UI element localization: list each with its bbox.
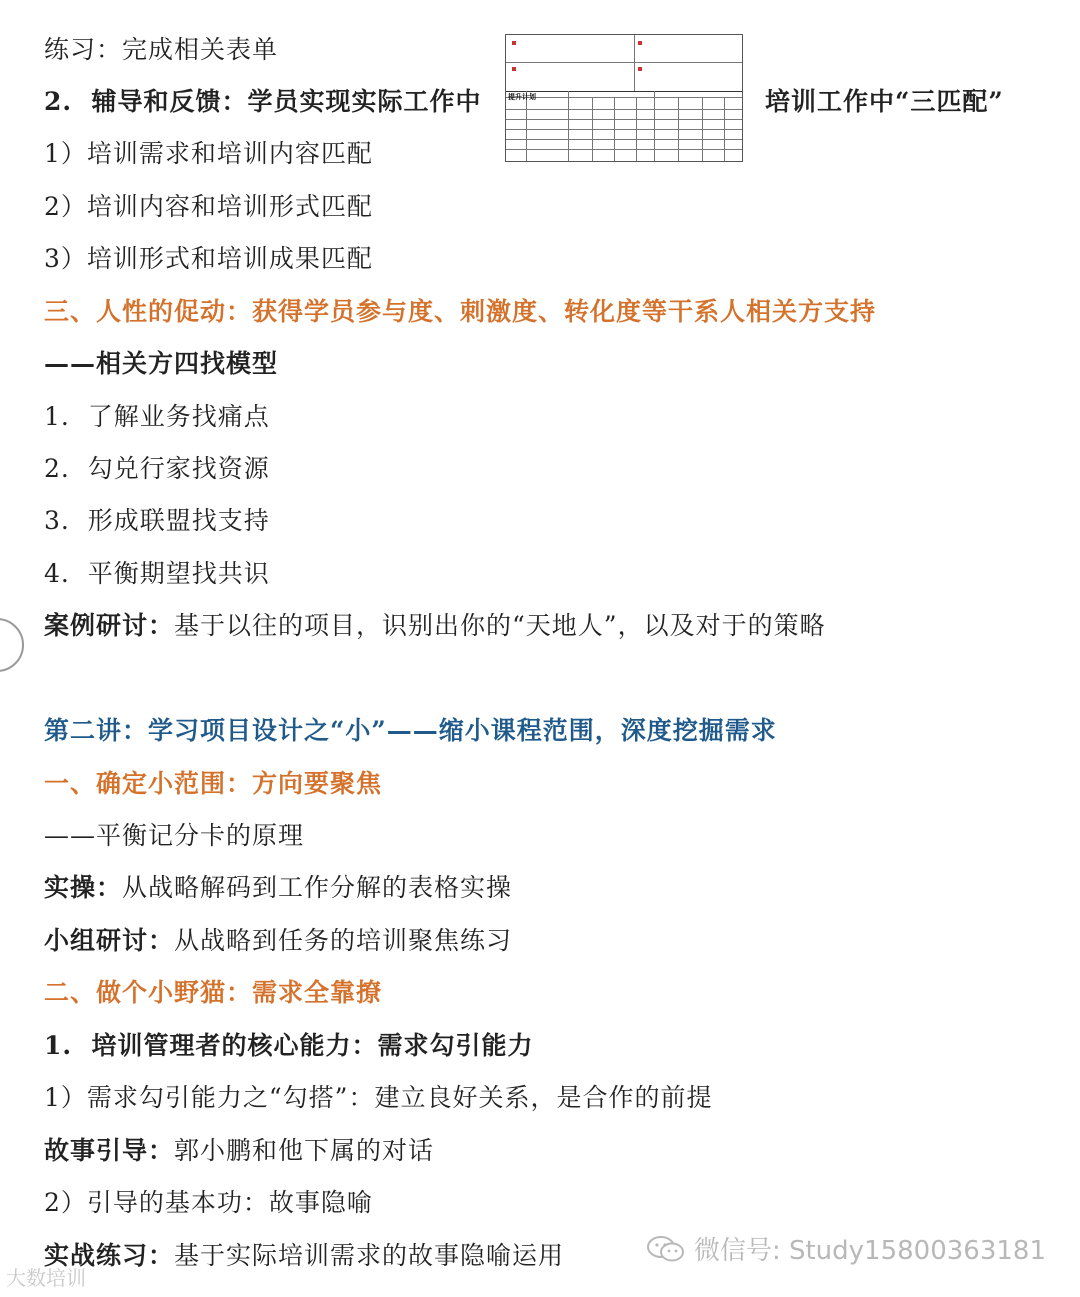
text-line: 练习：完成相关表单 (44, 35, 279, 64)
text-line: 三、人性的促动：获得学员参与度、刺激度、转化度等干系人相关方支持 (44, 297, 877, 326)
text-line: 1. 培训管理者的核心能力：需求勾引能力 (44, 1031, 534, 1060)
line-label: 案例研讨： (44, 611, 175, 640)
text-line: 2）培训内容和培训形式匹配 (44, 192, 373, 221)
watermark (646, 1230, 1046, 1267)
text-line: ——平衡记分卡的原理 (44, 821, 305, 850)
text-line: 一、确定小范围：方向要聚焦 (44, 769, 383, 798)
text-line (44, 1240, 564, 1272)
line-text: 从战略到任务的培训聚焦练习 (174, 926, 513, 955)
text-line: 1）需求勾引能力之“勾搭”：建立良好关系，是合作的前提 (44, 1083, 713, 1112)
line-label: 实战练习： (44, 1241, 175, 1270)
text-line (44, 872, 512, 904)
line-text: 郭小鹏和他下属的对话 (174, 1136, 435, 1165)
text-line: ——相关方四找模型 (44, 349, 279, 378)
text-line: 4. 平衡期望找共识 (44, 559, 270, 588)
scroll-handle[interactable] (0, 618, 24, 672)
bottom-logo: 大数培训 (6, 1266, 86, 1290)
thumbnail-header: 提升计划 (508, 93, 536, 101)
text-line: 3. 形成联盟找支持 (44, 506, 270, 535)
text-line: 2）引导的基本功：故事隐喻 (44, 1188, 373, 1217)
text-line: 第二讲：学习项目设计之“小”——缩小课程范围，深度挖掘需求 (44, 716, 777, 745)
line-label: 小组研讨： (44, 926, 175, 955)
text-line: 3）培训形式和培训成果匹配 (44, 244, 373, 273)
text-line (44, 1135, 434, 1167)
text-line: 1）培训需求和培训内容匹配 (44, 139, 373, 168)
side-heading: 培训工作中“三匹配” (765, 87, 1004, 116)
watermark-text: 微信号: Study15800363181 (693, 1236, 1046, 1266)
wechat-icon (646, 1234, 686, 1264)
line-label: 故事引导： (44, 1136, 175, 1165)
line-text: 基于实际培训需求的故事隐喻运用 (174, 1241, 565, 1270)
line-text: 从战略解码到工作分解的表格实操 (122, 873, 513, 902)
line-label: 实操： (44, 873, 123, 902)
text-line (44, 925, 512, 957)
line-text: 基于以往的项目，识别出你的“天地人”，以及对于的策略 (174, 611, 826, 640)
text-line (44, 610, 826, 642)
form-thumbnail-image (505, 34, 743, 162)
text-line: 1. 了解业务找痛点 (44, 402, 270, 431)
text-line: 二、做个小野猫：需求全靠撩 (44, 978, 383, 1007)
text-line: 2. 勾兑行家找资源 (44, 454, 270, 483)
text-line: 2. 辅导和反馈：学员实现实际工作中 (44, 87, 482, 116)
